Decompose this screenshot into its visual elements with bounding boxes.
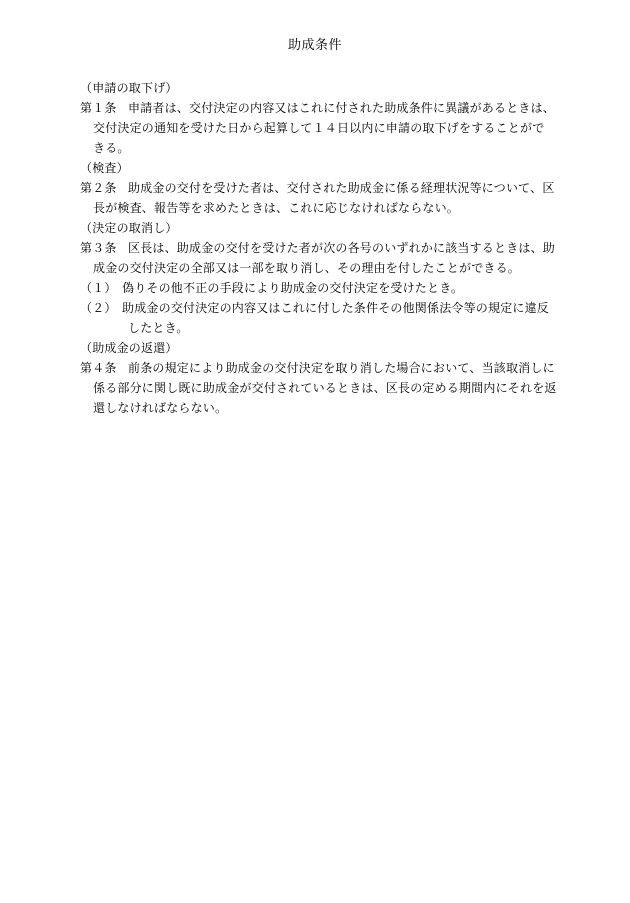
- article-continuation: 長が検査、報告等を求めたときは、これに応じなければならない。: [93, 201, 460, 215]
- article-number: 第２条: [80, 181, 117, 195]
- article-text: 前条の規定により助成金の交付決定を取り消した場合において、当該取消しに: [128, 361, 555, 375]
- article-line: [80, 98, 560, 118]
- article-continuation: 還しなければならない。: [93, 401, 228, 415]
- article-number: 第４条: [80, 361, 117, 375]
- item-number: （２）: [80, 301, 117, 315]
- article-line: [80, 358, 560, 378]
- item-line: [80, 278, 560, 298]
- item-continuation: したとき。: [128, 321, 189, 335]
- article-continuation: 成金の交付決定の全部又は一部を取り消し、その理由を付したことができる。: [93, 261, 521, 275]
- article-continuation: 交付決定の通知を受けた日から起算して１４日以内に申請の取下げをすることがで: [93, 121, 545, 135]
- item-text: 助成金の交付決定の内容又はこれに付した条件その他関係法令等の規定に違反: [122, 301, 550, 315]
- section-heading: （助成金の返還）: [80, 341, 178, 355]
- article-text: 区長は、助成金の交付を受けた者が次の各号のいずれかに該当するときは、助: [128, 241, 556, 255]
- item-number: （１）: [80, 281, 117, 295]
- article-continuation: 係る部分に関し既に助成金が交付されているときは、区長の定める期間内にそれを返: [93, 381, 557, 395]
- article-text: 助成金の交付を受けた者は、交付された助成金に係る経理状況等について、区: [128, 181, 555, 195]
- article-number: 第１条: [80, 101, 117, 115]
- item-text: 偽りその他不正の手段により助成金の交付決定を受けたとき。: [122, 281, 464, 295]
- article-continuation: きる。: [93, 141, 130, 155]
- document-body: [80, 78, 560, 418]
- article-line: [80, 238, 560, 258]
- article-text: 申請者は、交付決定の内容又はこれに付された助成条件に異議があるときは、: [128, 101, 556, 115]
- section-heading: （申請の取下げ）: [80, 81, 178, 95]
- section-heading: （検査）: [80, 161, 129, 175]
- section-heading: （決定の取消し）: [80, 221, 178, 235]
- article-line: [80, 178, 560, 198]
- article-number: 第３条: [80, 241, 117, 255]
- item-line: [80, 298, 560, 318]
- document-title: 助成条件: [287, 38, 342, 53]
